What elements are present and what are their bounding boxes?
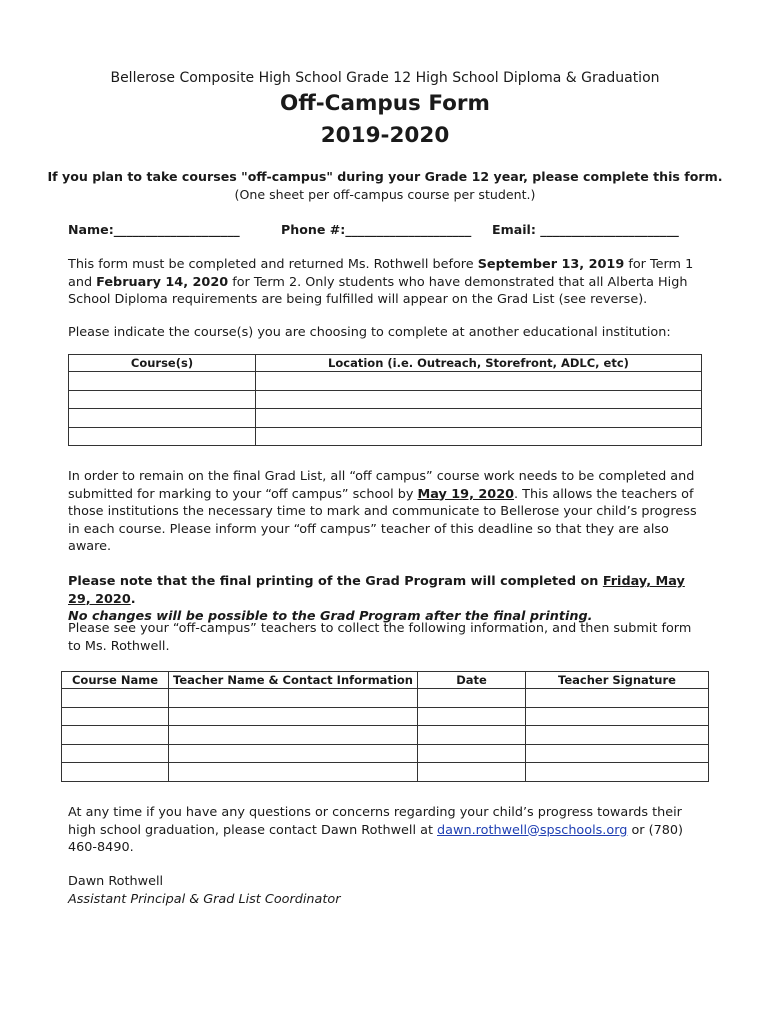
form-title: Off-Campus Form <box>280 91 490 116</box>
course-cell[interactable] <box>69 372 256 391</box>
coursework-deadline: May 19, 2020 <box>417 486 515 502</box>
teacher-contact-cell[interactable] <box>169 763 418 782</box>
term2-deadline: February 14, 2020 <box>96 274 229 290</box>
intro-note: (One sheet per off-campus course per student.) <box>234 187 536 202</box>
para3-text-a: In order to remain on the final Grad List, all “off campus” course work needs to be completed and submitted for marking to your “off campus” school by <box>68 469 695 502</box>
course-cell[interactable] <box>69 409 256 428</box>
location-cell[interactable] <box>256 390 702 409</box>
para1-text-c: for Term 2. Only students who have demonstrated that all Alberta High School Diploma requirements are being fulfilled will appear on the Grad List (see reverse). <box>68 274 688 307</box>
printing-note <box>68 573 708 626</box>
deadline-paragraph <box>68 256 708 309</box>
signature-cell[interactable] <box>526 726 709 745</box>
term1-deadline: September 13, 2019 <box>477 257 625 272</box>
teachers-table <box>61 671 709 782</box>
teacher-contact-cell[interactable] <box>169 689 418 708</box>
email-link[interactable]: dawn.rothwell@spschools.org <box>437 822 628 838</box>
teacher-contact-cell[interactable] <box>169 707 418 726</box>
column-header: Date <box>418 672 526 689</box>
signature-cell[interactable] <box>526 744 709 763</box>
table-header-row <box>69 355 702 372</box>
name-field[interactable]: Name:____________________ <box>68 222 240 237</box>
signature-cell[interactable] <box>526 689 709 708</box>
no-changes-note: No changes will be possible to the Grad Program after the final printing. <box>68 609 593 624</box>
date-cell[interactable] <box>418 744 526 763</box>
courses-table <box>68 354 702 446</box>
course-name-cell[interactable] <box>62 726 169 745</box>
phone-field[interactable]: Phone #:____________________ <box>281 222 472 237</box>
course-name-cell[interactable] <box>62 689 169 708</box>
course-instruction: Please indicate the course(s) you are choosing to complete at another educational institution: <box>68 325 671 340</box>
date-cell[interactable] <box>418 707 526 726</box>
column-header: Course(s) <box>69 355 256 372</box>
column-header: Course Name <box>62 672 169 689</box>
location-cell[interactable] <box>256 427 702 446</box>
column-header: Teacher Name & Contact Information <box>169 672 418 689</box>
table-row <box>69 427 702 446</box>
table-row <box>69 390 702 409</box>
table-header-row <box>62 672 709 689</box>
course-cell[interactable] <box>69 390 256 409</box>
para6-text-a: At any time if you have any questions or concerns regarding your child’s progress towards their high school graduation, please contact Dawn Rothwell at <box>68 805 682 838</box>
table-row <box>62 707 709 726</box>
school-year: 2019-2020 <box>320 123 450 148</box>
email-field[interactable]: Email: ______________________ <box>492 222 679 237</box>
table-row <box>69 372 702 391</box>
para1-text-b: for Term 1 and <box>68 257 694 290</box>
course-name-cell[interactable] <box>62 744 169 763</box>
printing-date: Friday, May 29, 2020 <box>68 574 685 607</box>
signature-cell[interactable] <box>526 707 709 726</box>
course-cell[interactable] <box>69 427 256 446</box>
para3-text-b: . This allows the teachers of those institutions the necessary time to mark and communicate to Bellerose your child’s progress in each course. Please inform your “off campus” teacher of this deadline so that they are also aware. <box>68 486 697 554</box>
para4-text-b: . <box>130 591 136 607</box>
location-cell[interactable] <box>256 409 702 428</box>
course-name-cell[interactable] <box>62 763 169 782</box>
coursework-deadline-paragraph <box>68 468 708 556</box>
signature-cell[interactable] <box>526 763 709 782</box>
column-header: Teacher Signature <box>526 672 709 689</box>
table-row <box>62 763 709 782</box>
teacher-contact-cell[interactable] <box>169 744 418 763</box>
location-cell[interactable] <box>256 372 702 391</box>
signature-block <box>68 873 708 908</box>
date-cell[interactable] <box>418 726 526 745</box>
school-line: Bellerose Composite High School Grade 12 High School Diploma & Graduation <box>110 70 660 86</box>
signatory-name: Dawn Rothwell <box>68 874 164 889</box>
table-row <box>62 689 709 708</box>
intro-instruction: If you plan to take courses "off-campus" during your Grade 12 year, please complete this form. <box>47 169 723 184</box>
para4-text-a: Please note that the final printing of the Grad Program will completed on <box>68 574 603 589</box>
contact-paragraph <box>68 804 708 857</box>
signatory-role: Assistant Principal & Grad List Coordinator <box>68 891 341 907</box>
teacher-contact-cell[interactable] <box>169 726 418 745</box>
date-cell[interactable] <box>418 763 526 782</box>
para6-text-b: or (780) 460-8490. <box>68 822 684 855</box>
teacher-instruction: Please see your “off-campus” teachers to collect the following information, and then submit form to Ms. Rothwell. <box>68 621 692 654</box>
column-header: Location (i.e. Outreach, Storefront, ADLC, etc) <box>256 355 702 372</box>
para1-text-a: This form must be completed and returned Ms. Rothwell before <box>68 257 478 272</box>
date-cell[interactable] <box>418 689 526 708</box>
table-row <box>69 409 702 428</box>
table-row <box>62 726 709 745</box>
course-name-cell[interactable] <box>62 707 169 726</box>
table-row <box>62 744 709 763</box>
